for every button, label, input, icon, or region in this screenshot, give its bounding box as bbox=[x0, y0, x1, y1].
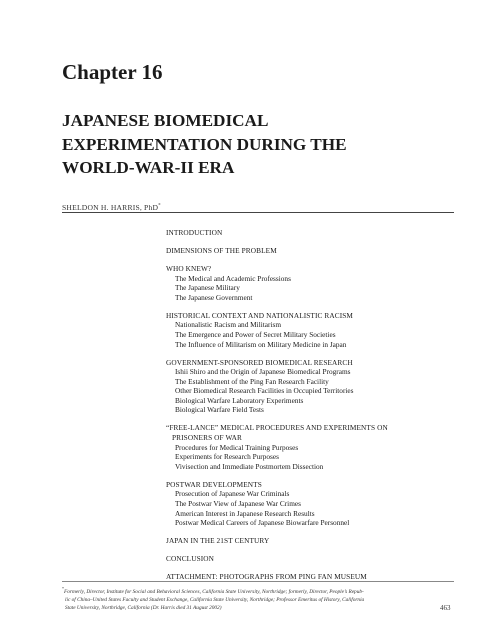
footnote-marker: * bbox=[62, 586, 64, 591]
chapter-title-line: JAPANESE BIOMEDICAL bbox=[62, 111, 269, 130]
footnote-line: lic of China–United States Faculty and Student Exchange, California State University, Northridge; Professor Emeritus of History, California bbox=[65, 597, 365, 604]
toc-subheading: Prosecution of Japanese War Criminals bbox=[175, 489, 290, 499]
toc-section bbox=[166, 264, 471, 302]
toc-section bbox=[166, 311, 471, 349]
toc-subheading: The Japanese Military bbox=[175, 283, 240, 293]
toc-section bbox=[166, 423, 471, 471]
toc-heading: POSTWAR DEVELOPMENTS bbox=[166, 479, 262, 489]
footnote-line: State University, Northridge, California (Dr. Harris died 31 August 2002) bbox=[65, 605, 222, 612]
toc-subheading: Procedures for Medical Training Purposes bbox=[175, 442, 299, 452]
toc-subheading: Experiments for Research Purposes bbox=[175, 452, 279, 462]
chapter-title-line: WORLD-WAR-II ERA bbox=[62, 158, 235, 177]
footnote-line: *Formerly, Director, Institute for Social and Behavioral Sciences, California State University, Northridge; formerly, Director, People’s Repub- bbox=[62, 586, 364, 595]
page-number: 463 bbox=[440, 604, 451, 612]
toc-subheading: Other Biomedical Research Facilities in Occupied Territories bbox=[175, 386, 354, 396]
author-name: SHELDON H. HARRIS, PhD bbox=[62, 203, 159, 212]
toc-heading: WHO KNEW? bbox=[166, 263, 212, 273]
toc-subheading: American Interest in Japanese Research Results bbox=[175, 508, 315, 518]
table-of-contents bbox=[166, 228, 471, 590]
toc-section bbox=[166, 480, 471, 528]
toc-subheading: The Medical and Academic Professions bbox=[175, 273, 291, 283]
author-footnote-marker: * bbox=[158, 203, 161, 209]
author-byline bbox=[62, 203, 161, 212]
toc-subheading: Nationalistic Racism and Militarism bbox=[175, 320, 281, 330]
footnote-rule bbox=[62, 581, 454, 582]
toc-subheading: Postwar Medical Careers of Japanese Biowarfare Personnel bbox=[175, 518, 350, 528]
toc-section bbox=[166, 536, 471, 546]
chapter-title-line: EXPERIMENTATION DURING THE bbox=[62, 134, 347, 154]
toc-heading: CONCLUSION bbox=[166, 554, 215, 564]
toc-heading: GOVERNMENT-SPONSORED BIOMEDICAL RESEARCH bbox=[166, 357, 353, 367]
toc-heading: JAPAN IN THE 21ST CENTURY bbox=[166, 536, 270, 546]
toc-subheading: The Japanese Government bbox=[175, 292, 253, 302]
toc-heading: HISTORICAL CONTEXT AND NATIONALISTIC RACISM bbox=[166, 310, 353, 320]
toc-subheading: Biological Warfare Field Tests bbox=[175, 405, 264, 415]
toc-subheading: The Influence of Militarism on Military Medicine in Japan bbox=[175, 339, 347, 349]
toc-subheading: The Emergence and Power of Secret Military Societies bbox=[175, 329, 336, 339]
toc-subheading: The Postwar View of Japanese War Crimes bbox=[175, 499, 301, 508]
toc-subheading: Biological Warfare Laboratory Experiments bbox=[175, 395, 304, 405]
toc-section bbox=[166, 554, 471, 564]
toc-heading: “FREE-LANCE” MEDICAL PROCEDURES AND EXPERIMENTS ON PRISONERS OF WAR bbox=[166, 423, 388, 443]
toc-section bbox=[166, 246, 471, 256]
toc-section bbox=[166, 358, 471, 416]
byline-rule bbox=[62, 212, 454, 213]
toc-section bbox=[166, 228, 471, 238]
toc-subheading: Vivisection and Immediate Postmortem Dissection bbox=[175, 461, 324, 471]
chapter-title bbox=[62, 109, 482, 180]
toc-subheading: The Establishment of the Ping Fan Research Facility bbox=[175, 376, 329, 386]
toc-heading: ATTACHMENT: PHOTOGRAPHS FROM PING FAN MUSEUM bbox=[166, 572, 367, 582]
toc-heading: INTRODUCTION bbox=[166, 228, 223, 237]
author-footnote bbox=[62, 585, 462, 613]
toc-subheading: Ishii Shiro and the Origin of Japanese Biomedical Programs bbox=[175, 367, 351, 377]
chapter-label: Chapter 16 bbox=[62, 60, 163, 84]
toc-heading: DIMENSIONS OF THE PROBLEM bbox=[166, 245, 277, 255]
